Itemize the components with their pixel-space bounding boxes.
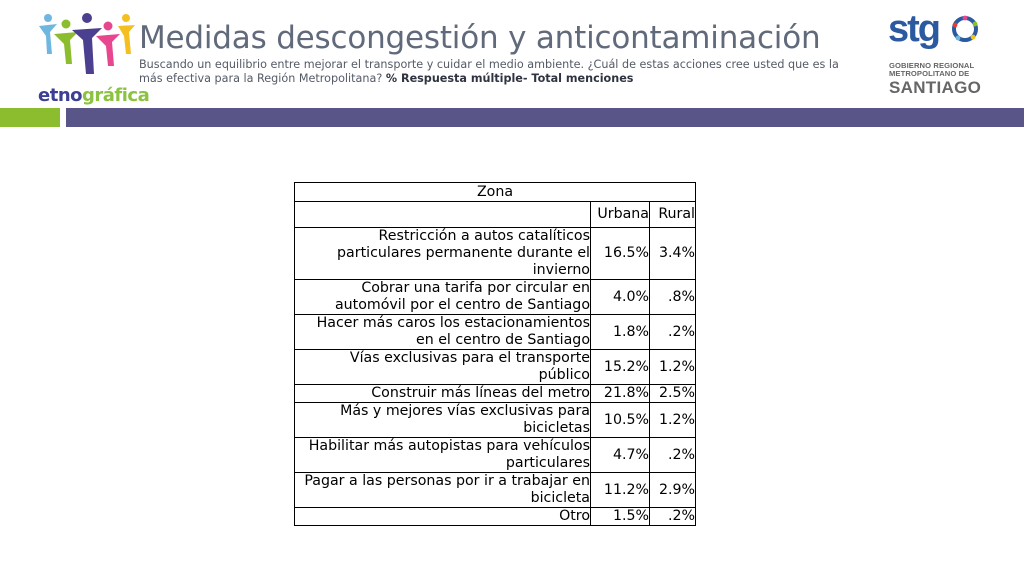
table-row (295, 385, 696, 403)
urbana-value: 4.7% (591, 438, 650, 473)
gobierno-regional-logo (884, 8, 984, 97)
row-label: Cobrar una tarifa por circular en automóvil por el centro de Santiago (295, 280, 591, 315)
rural-value: 2.5% (650, 385, 696, 403)
urbana-value: 15.2% (591, 350, 650, 385)
page-subtitle (139, 58, 859, 86)
row-label: Pagar a las personas por ir a trabajar en bicicleta (295, 473, 591, 508)
purple-divider-bar (66, 108, 1024, 127)
row-label: Habilitar más autopistas para vehículos particulares (295, 438, 591, 473)
page-title: Medidas descongestión y anticontaminación (139, 20, 821, 56)
row-label: Vías exclusivas para el transporte público (295, 350, 591, 385)
rural-value: 2.9% (650, 473, 696, 508)
table-column-header-row (295, 202, 696, 228)
row-label: Otro (295, 508, 591, 526)
empty-header-cell (295, 202, 591, 228)
urbana-value: 4.0% (591, 280, 650, 315)
results-table (294, 182, 696, 526)
zona-header: Zona (295, 183, 696, 202)
etnografica-logo (36, 10, 150, 106)
rural-value: .2% (650, 508, 696, 526)
etnografica-wordmark: etnográfica (38, 85, 150, 106)
row-label: Hacer más caros los estacionamientos en el centro de Santiago (295, 315, 591, 350)
table-row (295, 473, 696, 508)
urbana-value: 10.5% (591, 403, 650, 438)
table-row (295, 315, 696, 350)
row-label: Restricción a autos catalíticos particulares permanente durante el invierno (295, 228, 591, 280)
rural-value: .2% (650, 315, 696, 350)
table-group-header-row (295, 183, 696, 202)
row-label: Construir más líneas del metro (295, 385, 591, 403)
urbana-value: 21.8% (591, 385, 650, 403)
santiago-text: SANTIAGO (889, 78, 982, 97)
table-row (295, 350, 696, 385)
urbana-value: 1.8% (591, 315, 650, 350)
table-row (295, 508, 696, 526)
urbana-value: 16.5% (591, 228, 650, 280)
column-header-urbana: Urbana (591, 202, 650, 228)
rural-value: 3.4% (650, 228, 696, 280)
table-row (295, 403, 696, 438)
column-header-rural: Rural (650, 202, 696, 228)
green-divider-bar (0, 108, 60, 127)
rural-value: .8% (650, 280, 696, 315)
row-label: Más y mejores vías exclusivas para bicicletas (295, 403, 591, 438)
rural-value: 1.2% (650, 350, 696, 385)
urbana-value: 11.2% (591, 473, 650, 508)
star-emblem-icon (950, 14, 980, 44)
urbana-value: 1.5% (591, 508, 650, 526)
response-note: % Respuesta múltiple- Total menciones (385, 72, 634, 85)
table-row (295, 280, 696, 315)
rural-value: 1.2% (650, 403, 696, 438)
table-row (295, 438, 696, 473)
stg-wordmark: stg (888, 8, 939, 50)
rural-value: .2% (650, 438, 696, 473)
survey-question: Buscando un equilibrio entre mejorar el transporte y cuidar el medio ambiente. ¿Cuál de estas acciones cree usted que es la más efectiva para la Región Metropolitana? (139, 58, 839, 85)
people-figures-icon (36, 10, 136, 82)
table-row (295, 228, 696, 280)
gobierno-regional-text: GOBIERNO REGIONAL METROPOLITANO DE (889, 61, 975, 78)
